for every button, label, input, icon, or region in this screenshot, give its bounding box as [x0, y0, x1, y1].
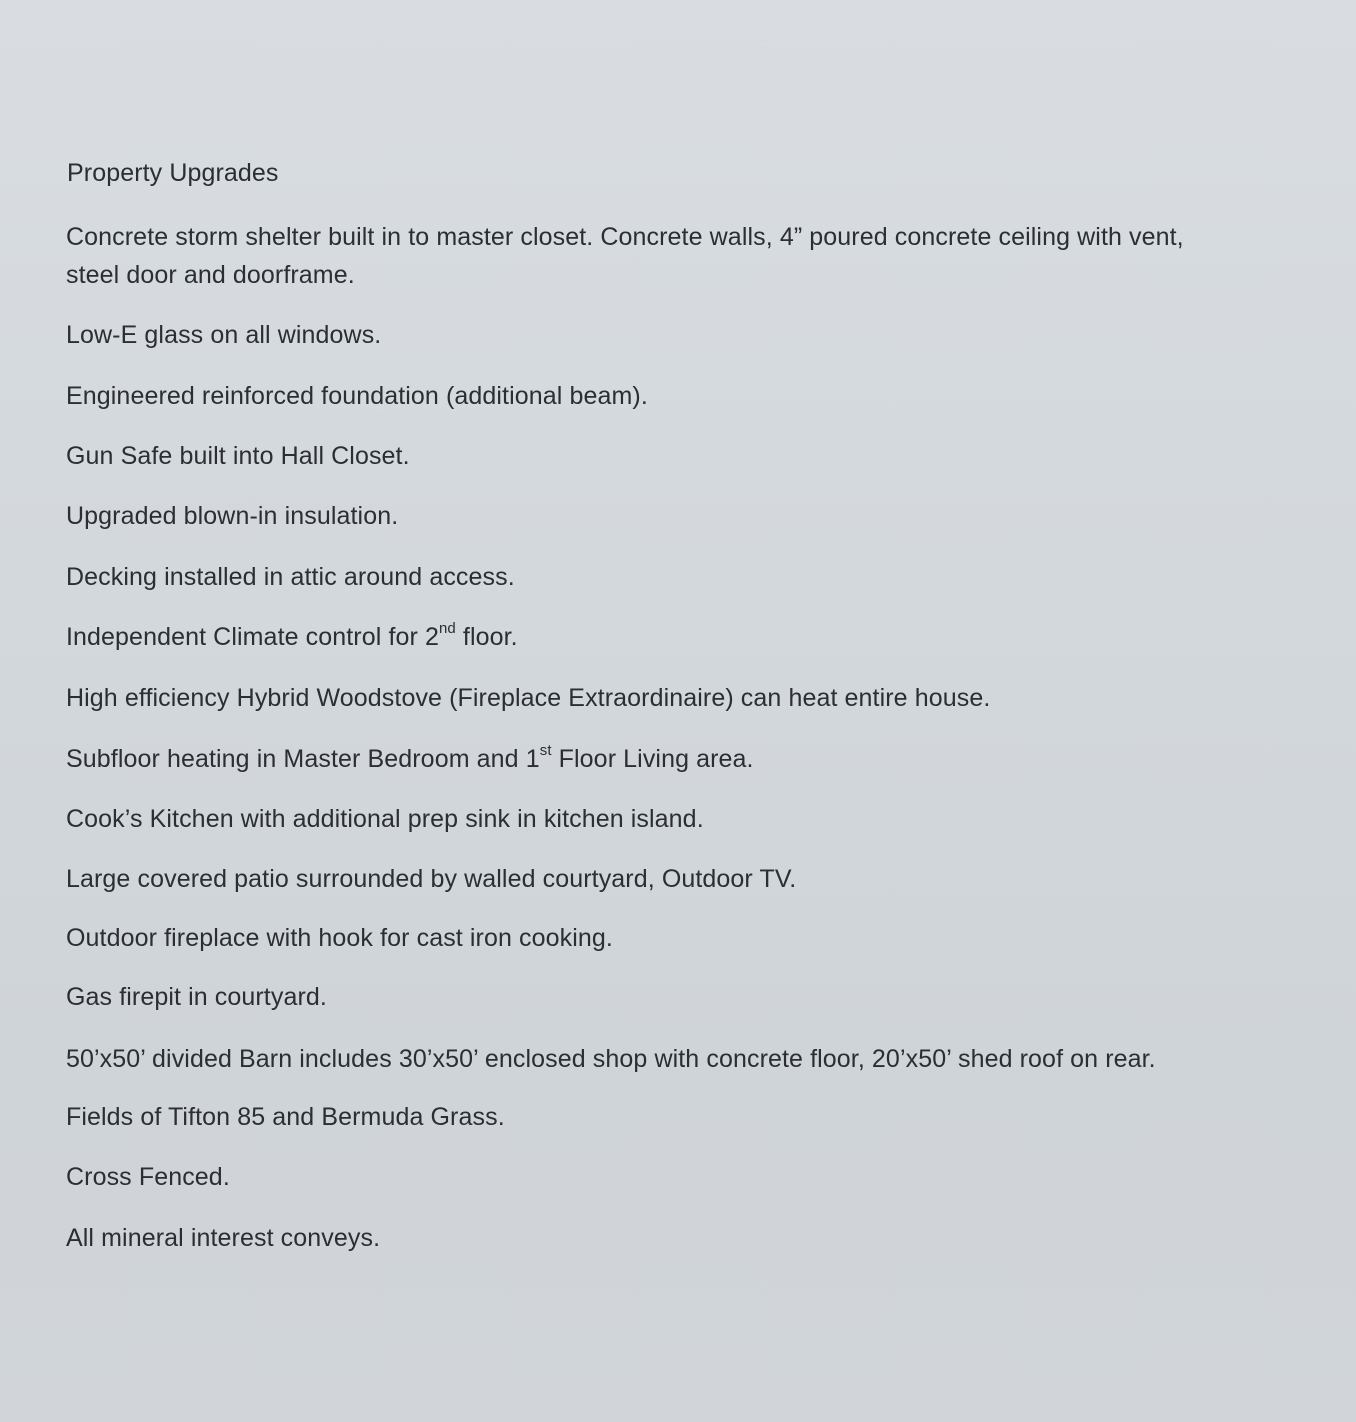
- document-title: Property Upgrades: [67, 159, 279, 187]
- climate-control-text-before: Independent Climate control for 2: [66, 623, 439, 651]
- subfloor-text-after: Floor Living area.: [551, 745, 754, 773]
- upgrade-item-subfloor-heating: [66, 740, 754, 778]
- upgrade-item-storm-shelter-line-1: Concrete storm shelter built in to master closet. Concrete walls, 4” poured concrete ceiling with vent,: [66, 223, 1184, 251]
- upgrade-item-climate-control: [66, 618, 518, 656]
- upgrade-item-woodstove: High efficiency Hybrid Woodstove (Fireplace Extraordinaire) can heat entire house.: [66, 684, 991, 712]
- upgrade-item-storm-shelter-line-2: steel door and doorframe.: [66, 261, 355, 289]
- subfloor-text-before: Subfloor heating in Master Bedroom and 1: [66, 745, 540, 773]
- climate-control-text-after: floor.: [455, 623, 518, 651]
- ordinal-suffix: st: [539, 741, 552, 759]
- ordinal-suffix: nd: [438, 619, 456, 637]
- upgrade-item-firepit: Gas firepit in courtyard.: [66, 983, 327, 1011]
- upgrade-item-outdoor-fireplace: Outdoor fireplace with hook for cast iron cooking.: [66, 924, 613, 952]
- upgrade-item-fields: Fields of Tifton 85 and Bermuda Grass.: [66, 1103, 505, 1131]
- upgrade-item-foundation: Engineered reinforced foundation (additional beam).: [66, 382, 648, 410]
- upgrade-item-mineral-interest: All mineral interest conveys.: [66, 1224, 381, 1252]
- upgrade-item-cross-fenced: Cross Fenced.: [66, 1163, 230, 1191]
- upgrade-item-insulation: Upgraded blown-in insulation.: [66, 502, 399, 530]
- upgrade-item-kitchen: Cook’s Kitchen with additional prep sink in kitchen island.: [66, 805, 704, 833]
- upgrade-item-attic-decking: Decking installed in attic around access.: [66, 563, 515, 591]
- upgrade-item-gun-safe: Gun Safe built into Hall Closet.: [66, 442, 410, 470]
- upgrade-item-patio: Large covered patio surrounded by walled courtyard, Outdoor TV.: [66, 865, 797, 893]
- upgrade-item-barn: 50’x50’ divided Barn includes 30’x50’ enclosed shop with concrete floor, 20’x50’ shed roof on rear.: [66, 1045, 1156, 1073]
- upgrade-item-low-e-glass: Low-E glass on all windows.: [66, 321, 382, 349]
